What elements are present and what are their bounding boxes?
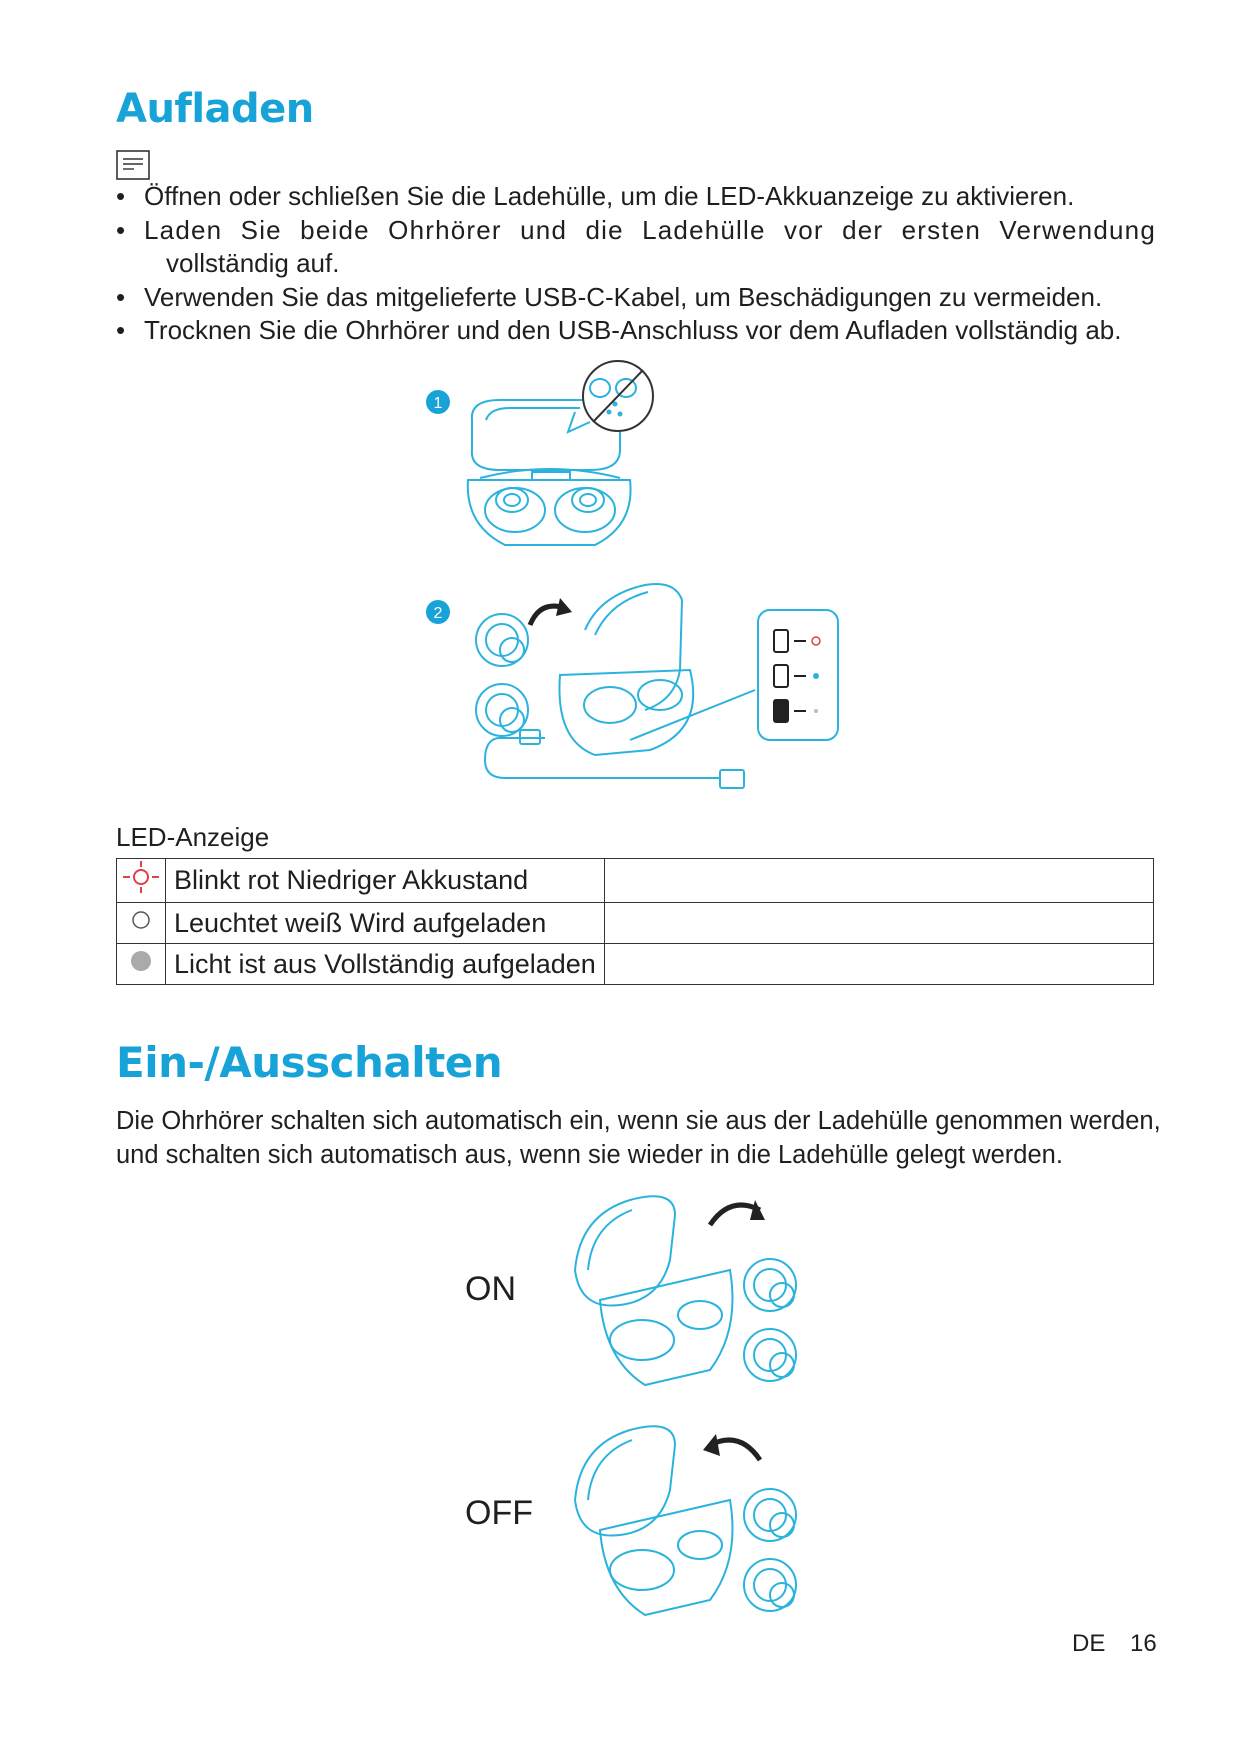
power-description: Die Ohrhörer schalten sich automatisch ein, wenn sie aus der Ladehülle genommen werden, und schalten sich automatisch aus, wenn sie wieder in die Ladehülle gelegt werden. — [116, 1107, 1161, 1169]
light-off-icon — [126, 946, 156, 976]
led-state-text: Blinkt rot Niedriger Akkustand — [166, 859, 605, 903]
section-title-ein-ausschalten: Ein-/Ausschalten — [116, 1038, 503, 1087]
section-title-aufladen: Aufladen — [116, 86, 314, 132]
step-number-badge — [426, 390, 450, 414]
blinking-red-icon — [119, 859, 163, 895]
svg-text:2: 2 — [433, 605, 443, 622]
list-item-continuation: vollständig auf. — [166, 248, 340, 278]
table-cell-icon — [117, 903, 166, 944]
footer-language: DE — [1072, 1630, 1106, 1657]
led-state-text: Licht ist aus Vollständig aufgeladen — [166, 944, 605, 985]
step-number-badge — [426, 600, 450, 624]
charging-notes-list — [116, 180, 1156, 348]
figure-step-1-case-open — [420, 360, 680, 560]
figure-power-off — [560, 1420, 820, 1630]
table-cell-icon — [117, 944, 166, 985]
table-row — [117, 903, 1154, 944]
table-cell-empty — [604, 903, 1153, 944]
list-item: • Trocknen Sie die Ohrhörer und den USB-Anschluss vor dem Aufladen vollständig ab. — [116, 314, 1156, 348]
led-indicator-title: LED-Anzeige — [116, 822, 270, 852]
white-light-icon — [126, 905, 156, 935]
table-cell-empty — [604, 859, 1153, 903]
table-cell-empty — [604, 944, 1153, 985]
table-row — [117, 944, 1154, 985]
led-state-text: Leuchtet weiß Wird aufgeladen — [166, 903, 605, 944]
list-item: • Verwenden Sie das mitgelieferte USB-C-Kabel, um Beschädigungen zu vermeiden. — [116, 281, 1156, 315]
table-cell-icon — [117, 859, 166, 903]
no-wet-charging-icon — [583, 361, 653, 431]
led-indicator-table — [116, 858, 1154, 985]
off-label: OFF — [465, 1494, 533, 1532]
page-number: 16 — [1130, 1630, 1157, 1657]
note-icon — [116, 150, 150, 180]
list-item — [116, 214, 1156, 281]
svg-text:1: 1 — [433, 395, 443, 412]
list-item-text: Laden Sie beide Ohrhörer und die Ladehülle vor der ersten Verwendung — [144, 214, 1156, 245]
list-item: • Öffnen oder schließen Sie die Ladehülle, um die LED-Akkuanzeige zu aktivieren. — [116, 180, 1156, 214]
figure-step-2-charging — [420, 580, 860, 800]
table-row — [117, 859, 1154, 903]
figure-power-on — [560, 1190, 820, 1400]
on-label: ON — [465, 1270, 516, 1308]
